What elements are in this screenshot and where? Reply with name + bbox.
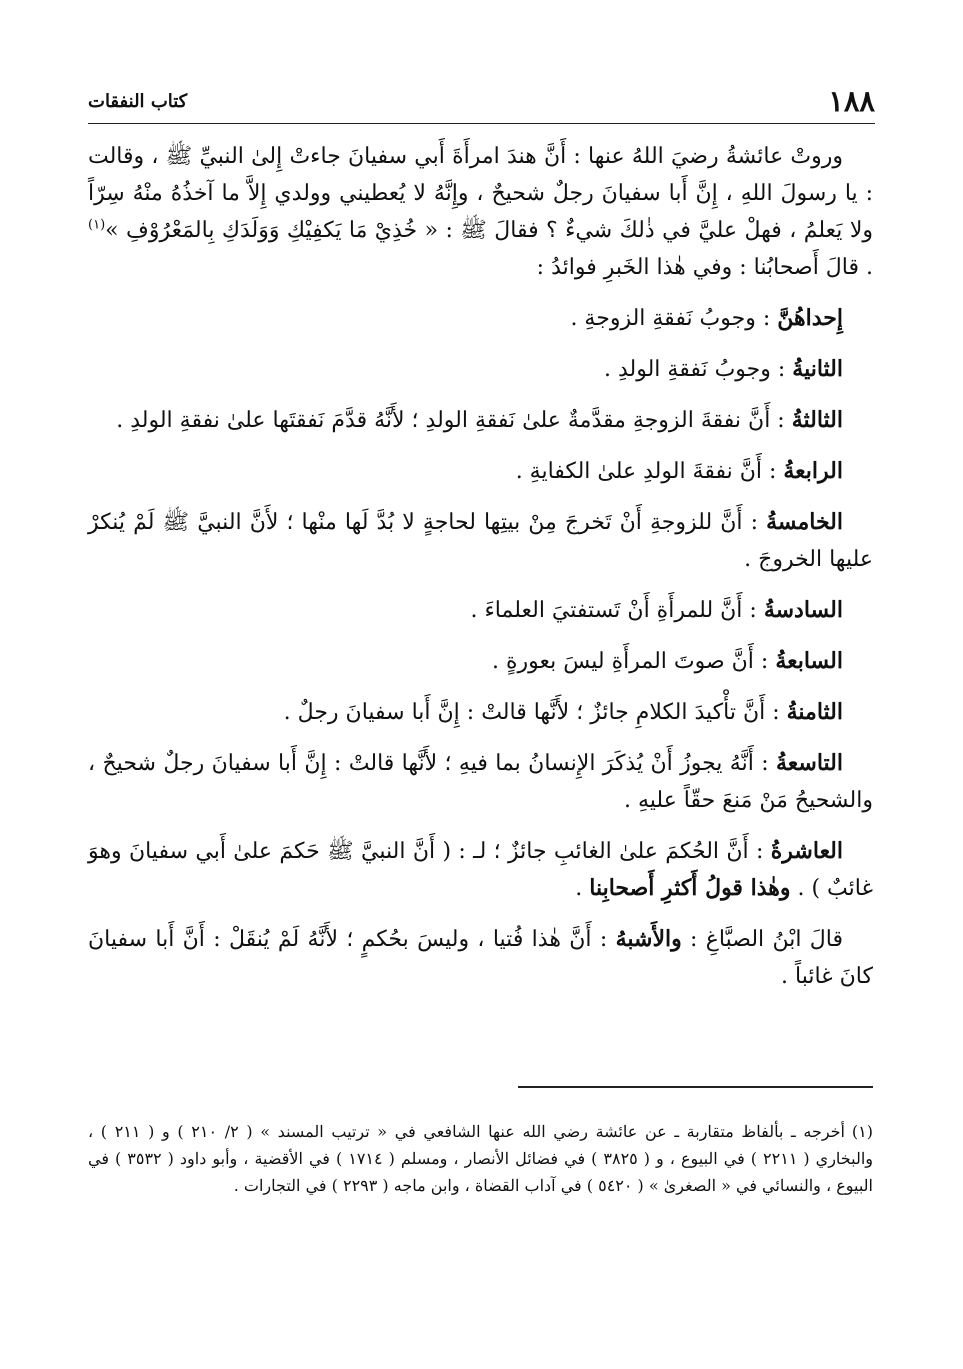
footnote-number: (١) [851,1122,874,1141]
benefit-label: الثالثةُ [791,407,843,433]
emphasized-phrase: والأَشبهُ [615,926,682,952]
benefit-text: : وجوبُ نَفقةِ الزوجةِ . [570,306,778,331]
benefit-text: : أَنَّ للزوجةِ أَنْ تَخرجَ مِنْ بيتِها لحاجةٍ لا بُدَّ لَها منْها ؛ لأَنَّ النبيَّ ﷺ لَمْ يُنكرْ عليها الخروجَ . [88,510,873,572]
benefit-item-tenth [88,833,873,907]
benefit-label: الثامنةُ [786,699,843,725]
page-header [88,84,875,124]
benefit-text: : أَنَّ صوتَ المرأَةِ ليسَ بعورةٍ . [491,649,776,674]
footnotes [88,1118,873,1199]
intro-text: وروتْ عائشةُ رضيَ اللهُ عنها : أَنَّ هندَ امرأَةَ أَبي سفيانَ جاءتْ إِلىٰ النبيِّ ﷺ ، وقالت : يا رسولَ اللهِ ، إِنَّ أَبا سفيانَ رجلٌ شحيحٌ ، وإِنَّهُ لا يُعطيني وولدي إِلاَّ ما آخذُهُ منْهُ سِرّاً ولا يَعلمُ ، فهلْ عليَّ في ذٰلكَ شيءٌ ؟ فقالَ ﷺ : « خُذِيْ مَا يَكفِيْكِ وَوَلَدَكِ بِالمَعْرُوْفِ » [88,144,873,243]
page-number: ١٨٨ [828,84,875,118]
closing-text: قالَ ابْنُ الصبَّاغِ : [681,927,843,952]
intro-text-end: . قالَ أَصحابُنا : وفي هٰذا الخَبرِ فوائدُ : [536,255,873,280]
benefit-text-end: . [575,876,590,901]
header-rule [88,123,875,124]
benefit-item [88,592,873,629]
benefit-text: : أَنَّ نفقةَ الولدِ علىٰ الكفايةِ . [515,459,784,484]
footnote-separator [518,1086,873,1088]
benefit-item [88,351,873,388]
benefit-text: : أَنَّ نفقةَ الزوجةِ مقدَّمةٌ علىٰ نَفقةِ الولدِ ؛ لأَنَّهُ قدَّمَ نَفقتَها علىٰ نفقةِ الولدِ . [116,408,792,433]
benefit-item [88,745,873,819]
benefit-item [88,402,873,439]
benefit-text: : وجوبُ نَفقةِ الولدِ . [604,357,793,382]
closing-paragraph [88,921,873,995]
main-text [88,138,873,1009]
intro-paragraph [88,138,873,286]
footnote-text: أخرجه ـ بألفاظ متقاربة ـ عن عائشة رضي الله عنها الشافعي في « ترتيب المسند » ( ٢/ ٢١٠ ) و ( ٢١١ ) ، والبخاري ( ٢٢١١ ) في البيوع ، و ( ٣٨٢٥ ) في فضائل الأنصار ، ومسلم ( ١٧١٤ ) في الأقضية ، وأبو داود ( ٣٥٣٢ ) في البيوع ، والنسائي في « الصغرىٰ » ( ٥٤٢٠ ) في آداب القضاة ، وابن ماجه ( ٢٢٩٣ ) في التجارات . [88,1122,874,1195]
benefit-label: السابعةُ [775,648,843,674]
benefit-text: : أَنَّ للمرأَةِ أَنْ تَستفتيَ العلماءَ . [470,598,764,623]
benefit-item [88,694,873,731]
benefit-label: التاسعةُ [776,750,843,776]
benefit-text: : أَنَّهُ يجوزُ أَنْ يُذكَرَ الإِنسانُ بما فيهِ ؛ لأَنَّها قالتْ : إِنَّ أَبا سفيانَ رجلٌ شحيحٌ ، والشحيحُ مَنْ مَنعَ حقّاً عليهِ . [88,751,873,813]
benefit-item [88,300,873,337]
footnote [88,1118,873,1199]
closing-text-end: : أَنَّ هٰذا فُتيا ، وليسَ بحُكمٍ ؛ لأَنَّهُ لَمْ يُنقَلْ : أَنَّ أَبا سفيانَ كانَ غائباً . [88,927,873,989]
emphasized-phrase: وهٰذا قولُ أَكثرِ أَصحابِنا [589,875,791,901]
running-title: كتاب النفقات [88,91,188,112]
benefit-item [88,453,873,490]
benefit-label: إِحداهُنَّ [777,305,843,331]
benefit-label: العاشرةُ [770,838,843,864]
footnote-reference: (١) [88,217,106,233]
benefit-label: الرابعةُ [783,458,843,484]
benefit-text: : أَنَّ الحُكمَ علىٰ الغائبِ جائزٌ ؛ لـ : ( أَنَّ النبيَّ ﷺ حَكمَ علىٰ أَبي سفيانَ وهوَ غائبٌ ) . [88,839,873,901]
benefit-label: السادسةُ [763,597,843,623]
benefit-item [88,643,873,680]
benefit-label: الخامسةُ [766,509,843,535]
benefit-label: الثانيةُ [792,356,843,382]
benefit-text: : أَنَّ تأْكيدَ الكلامِ جائزٌ ؛ لأَنَّها قالتْ : إِنَّ أَبا سفيانَ رجلٌ . [283,700,787,725]
benefit-item [88,504,873,578]
